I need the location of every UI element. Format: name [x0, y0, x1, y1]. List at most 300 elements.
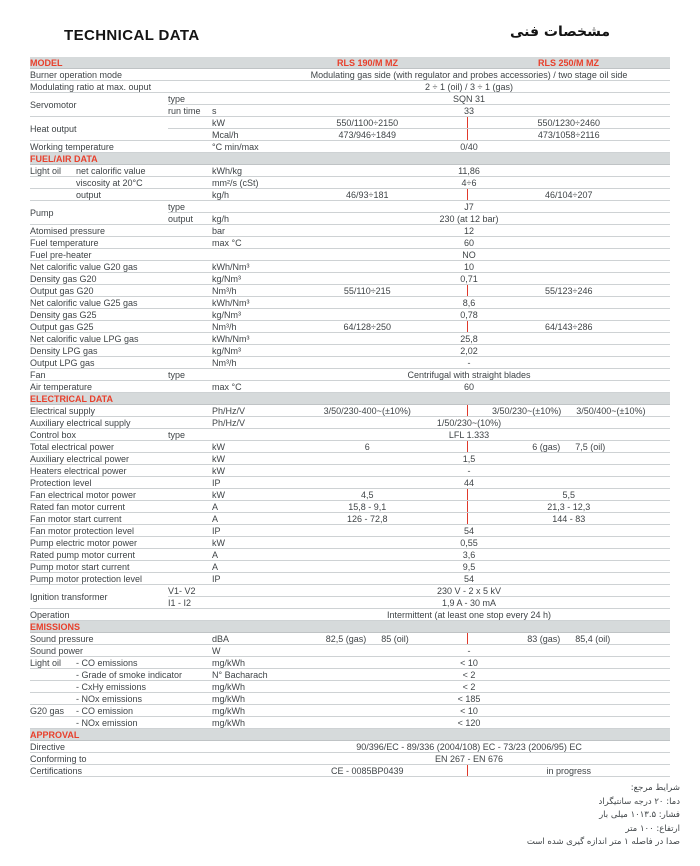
value-shared: Centrifugal with straight blades — [268, 369, 670, 381]
value-shared: 10 — [268, 261, 670, 273]
value-model-a: 82,5 (gas) 85 (oil) — [268, 633, 467, 645]
footer-note-line: فشار: ۱۰۱۳.۵ میلی بار — [599, 810, 680, 820]
row-unit: A — [212, 513, 268, 525]
row-unit — [212, 597, 268, 609]
row-label: Density gas G25 — [30, 309, 168, 321]
value-model-a: 4,5 — [268, 489, 467, 501]
row-subkey — [168, 717, 212, 729]
row-subkey — [168, 165, 212, 177]
row-unit: Nm³/h — [212, 321, 268, 333]
table-row — [30, 669, 670, 681]
row-label: Auxiliary electrical supply — [30, 417, 168, 429]
row-label: Atomised pressure — [30, 225, 168, 237]
value-model-a: CE - 0085BP0439 — [268, 765, 467, 777]
value-model-a: 55/110÷215 — [268, 285, 467, 297]
table-row — [30, 261, 670, 273]
row-label: Fuel temperature — [30, 237, 168, 249]
table-row — [30, 345, 670, 357]
row-subkey — [168, 297, 212, 309]
table-row — [30, 537, 670, 549]
row-sub-label: - CO emission — [76, 705, 134, 716]
row-subkey — [168, 633, 212, 645]
row-label: Pump motor protection level — [30, 573, 168, 585]
row-sub-label: - NOx emission — [76, 717, 138, 728]
row-unit: IP — [212, 573, 268, 585]
table-row — [30, 417, 670, 429]
table-row — [30, 561, 670, 573]
value-shared: 9,5 — [268, 561, 670, 573]
value-shared: 230 V - 2 x 5 kV — [268, 585, 670, 597]
table-row — [30, 633, 670, 645]
row-subkey: type — [168, 201, 212, 213]
value-shared: 1/50/230~(10%) — [268, 417, 670, 429]
table-row — [30, 297, 670, 309]
row-subkey — [168, 381, 212, 393]
row-unit: Ph/Hz/V — [212, 405, 268, 417]
footer-note-line: شرایط مرجع: — [630, 783, 680, 793]
row-label: Rated fan motor current — [30, 501, 168, 513]
table-row — [30, 429, 670, 441]
row-unit: mg/kWh — [212, 657, 268, 669]
row-unit: kWh/kg — [212, 165, 268, 177]
value-model-b: 55/123÷246 — [467, 285, 670, 297]
row-label: Sound power — [30, 645, 168, 657]
value-model-a: 3/50/230-400~(±10%) — [268, 405, 467, 417]
table-row — [30, 465, 670, 477]
value-model-b: 46/104÷207 — [467, 189, 670, 201]
row-label: Output gas G20 — [30, 285, 168, 297]
row-subkey: I1 - I2 — [168, 597, 212, 609]
table-row — [30, 489, 670, 501]
section-header-row — [30, 393, 670, 405]
row-group-label: G20 gas — [30, 705, 65, 716]
row-label: Pump — [30, 201, 168, 225]
row-subkey — [168, 657, 212, 669]
row-unit: Nm³/h — [212, 285, 268, 297]
row-label: Total electrical power — [30, 441, 168, 453]
row-unit: kW — [212, 441, 268, 453]
row-unit: N° Bacharach — [212, 669, 268, 680]
row-label: Density gas G20 — [30, 273, 168, 285]
row-unit: A — [212, 561, 268, 573]
value-shared: 0,55 — [268, 537, 670, 549]
value-shared: 0/40 — [268, 141, 670, 153]
row-unit: kWh/Nm³ — [212, 333, 268, 345]
row-unit: kW — [212, 453, 268, 465]
value-model-a: 473/946÷1849 — [268, 129, 467, 141]
table-row — [30, 189, 670, 201]
model-a-name: RLS 190/M MZ — [268, 57, 467, 69]
row-unit — [212, 81, 268, 93]
table-row — [30, 309, 670, 321]
value-model-b: 64/143÷286 — [467, 321, 670, 333]
row-subkey — [168, 345, 212, 357]
row-label: Working temperature — [30, 141, 168, 153]
row-group-label: Light oil — [30, 657, 62, 668]
table-row — [30, 69, 670, 81]
row-subkey: type — [168, 429, 212, 441]
table-row — [30, 249, 670, 261]
table-row — [30, 177, 670, 189]
table-row — [30, 705, 670, 717]
row-subkey — [168, 525, 212, 537]
value-shared: - — [268, 645, 670, 657]
row-label: Burner operation mode — [30, 69, 168, 81]
value-shared: 54 — [268, 525, 670, 537]
value-shared: < 10 — [268, 657, 670, 669]
value-shared: 4÷6 — [268, 177, 670, 189]
row-label: Heat output — [30, 117, 168, 141]
row-unit: kg/Nm³ — [212, 309, 268, 321]
row-unit: IP — [212, 477, 268, 489]
row-subkey — [168, 249, 212, 261]
footer-note-line: ارتفاع: ۱۰۰ متر — [625, 823, 680, 834]
row-subkey — [168, 573, 212, 585]
value-model-b: 144 - 83 — [467, 513, 670, 525]
row-subkey — [168, 177, 212, 189]
row-unit — [212, 753, 268, 765]
row-subkey — [168, 765, 212, 777]
row-subkey — [168, 741, 212, 753]
value-model-a: 6 — [268, 441, 467, 453]
value-model-a: 126 - 72,8 — [268, 513, 467, 525]
value-shared: 60 — [268, 381, 670, 393]
row-subkey — [168, 417, 212, 429]
row-label: Fan — [30, 369, 168, 381]
table-row — [30, 765, 670, 777]
row-subkey — [168, 129, 212, 141]
value-shared: J7 — [268, 201, 670, 213]
table-row — [30, 573, 670, 585]
row-unit: °C min/max — [212, 141, 268, 153]
table-row — [30, 501, 670, 513]
value-shared: SQN 31 — [268, 93, 670, 105]
row-unit: mg/kWh — [212, 693, 268, 705]
section-header-row — [30, 153, 670, 165]
value-model-a: 550/1100÷2150 — [268, 117, 467, 129]
row-sub-label: - CO emissions — [76, 657, 138, 668]
row-label: Pump electric motor power — [30, 537, 168, 549]
row-subkey — [168, 81, 212, 93]
row-label: Certifications — [30, 765, 168, 777]
row-label — [30, 681, 168, 693]
value-shared: 54 — [268, 573, 670, 585]
row-label — [30, 693, 168, 705]
row-subkey — [168, 693, 212, 705]
row-unit: mm²/s (cSt) — [212, 177, 268, 189]
row-unit: Nm³/h — [212, 357, 268, 369]
section-header-row — [30, 621, 670, 633]
value-shared: 8,6 — [268, 297, 670, 309]
row-label: Auxiliary electrical power — [30, 453, 168, 465]
row-subkey — [168, 537, 212, 549]
row-unit — [212, 69, 268, 81]
row-label — [30, 717, 168, 729]
value-shared: < 2 — [268, 669, 670, 681]
row-unit — [212, 429, 268, 441]
row-label: Directive — [30, 741, 168, 753]
value-shared: LFL 1.333 — [268, 429, 670, 441]
value-shared: 1,9 A - 30 mA — [268, 597, 670, 609]
row-subkey — [168, 309, 212, 321]
row-label: Fan electrical motor power — [30, 489, 168, 501]
footer-note-line: دما: ۲۰ درجه سانتیگراد — [598, 796, 680, 807]
row-unit: max °C — [212, 381, 268, 393]
value-shared: 2,02 — [268, 345, 670, 357]
table-row — [30, 693, 670, 705]
table-row — [30, 741, 670, 753]
row-subkey — [168, 465, 212, 477]
model-header-label: MODEL — [30, 57, 268, 69]
row-subkey: V1- V2 — [168, 585, 212, 597]
row-subkey — [168, 705, 212, 717]
row-group-label: Light oil — [30, 165, 62, 176]
row-subkey — [168, 261, 212, 273]
row-sub-label: - CxHy emissions — [76, 681, 147, 692]
value-shared: Modulating gas side (with regulator and probes accessories) / two stage oil side — [268, 69, 670, 81]
row-unit: Mcal/h — [212, 129, 268, 141]
row-unit: A — [212, 549, 268, 561]
value-shared: 0,71 — [268, 273, 670, 285]
row-unit — [212, 609, 268, 621]
row-label: Output LPG gas — [30, 357, 168, 369]
value-shared: 1,5 — [268, 453, 670, 465]
row-unit: kg/Nm³ — [212, 273, 268, 285]
table-row — [30, 285, 670, 297]
row-unit: Ph/Hz/V — [212, 417, 268, 429]
row-subkey — [168, 237, 212, 249]
value-model-b: 83 (gas) 85,4 (oil) — [467, 633, 670, 645]
reference-conditions-notes — [527, 782, 680, 850]
section-title: ELECTRICAL DATA — [30, 393, 670, 405]
row-subkey: type — [168, 93, 212, 105]
value-shared: 25,8 — [268, 333, 670, 345]
table-row — [30, 717, 670, 729]
row-unit: kg/Nm³ — [212, 345, 268, 357]
row-label — [30, 669, 183, 681]
row-subkey — [168, 549, 212, 561]
row-label: Modulating ratio at max. ouput — [30, 81, 168, 93]
footer-note-line: صدا در فاصله ۱ متر اندازه گیری شده است — [526, 837, 680, 847]
table-row — [30, 369, 670, 381]
table-row — [30, 93, 670, 105]
table-row — [30, 513, 670, 525]
technical-data-table — [30, 57, 670, 777]
value-shared: Intermittent (at least one stop every 24 h) — [268, 609, 670, 621]
section-title: APPROVAL — [30, 729, 670, 741]
table-row — [30, 357, 670, 369]
table-row — [30, 609, 670, 621]
value-shared: 0,78 — [268, 309, 670, 321]
value-shared: EN 267 - EN 676 — [268, 753, 670, 765]
row-label: Protection level — [30, 477, 168, 489]
table-row — [30, 753, 670, 765]
table-row — [30, 273, 670, 285]
section-header-row — [30, 729, 670, 741]
value-model-b: 550/1230÷2460 — [467, 117, 670, 129]
row-unit: mg/kWh — [212, 681, 268, 693]
row-label: Net calorific value G25 gas — [30, 297, 168, 309]
row-label: Output gas G25 — [30, 321, 168, 333]
value-model-b: 5,5 — [467, 489, 670, 501]
table-row — [30, 477, 670, 489]
row-unit — [212, 585, 268, 597]
value-shared: 2 ÷ 1 (oil) / 3 ÷ 1 (gas) — [268, 81, 670, 93]
value-shared: < 185 — [268, 693, 670, 705]
row-unit: bar — [212, 225, 268, 237]
table-row — [30, 333, 670, 345]
table-row — [30, 81, 670, 93]
value-shared: NO — [268, 249, 670, 261]
table-row — [30, 681, 670, 693]
value-model-a: 15,8 - 9,1 — [268, 501, 467, 513]
row-unit: kW — [212, 537, 268, 549]
row-unit — [212, 369, 268, 381]
row-sub-label: viscosity at 20°C — [76, 177, 143, 188]
row-unit: A — [212, 501, 268, 513]
value-shared: 33 — [268, 105, 670, 117]
row-subkey — [168, 609, 212, 621]
row-subkey — [168, 513, 212, 525]
row-subkey — [168, 333, 212, 345]
value-shared: 11,86 — [268, 165, 670, 177]
row-label — [30, 657, 168, 669]
row-subkey — [168, 405, 212, 417]
value-shared: 230 (at 12 bar) — [268, 213, 670, 225]
section-title: FUEL/AIR DATA — [30, 153, 670, 165]
row-subkey — [168, 225, 212, 237]
row-unit: kWh/Nm³ — [212, 261, 268, 273]
row-label: Servomotor — [30, 93, 168, 117]
row-unit — [212, 93, 268, 105]
table-row — [30, 201, 670, 213]
row-subkey — [168, 321, 212, 333]
table-row — [30, 165, 670, 177]
row-label: Sound pressure — [30, 633, 168, 645]
page-title-farsi: مشخصات فنی — [509, 24, 610, 40]
row-unit: kg/h — [212, 189, 268, 201]
row-unit — [212, 741, 268, 753]
page-title-english: TECHNICAL DATA — [64, 27, 200, 44]
table-row — [30, 441, 670, 453]
row-unit: IP — [212, 525, 268, 537]
row-label — [30, 177, 168, 189]
table-row — [30, 657, 670, 669]
row-subkey — [168, 681, 212, 693]
value-shared: - — [268, 357, 670, 369]
row-subkey — [168, 357, 212, 369]
table-row — [30, 453, 670, 465]
row-label: Fan motor start current — [30, 513, 168, 525]
value-model-b: 6 (gas) 7,5 (oil) — [467, 441, 670, 453]
row-label: Electrical supply — [30, 405, 168, 417]
value-model-a: 64/128÷250 — [268, 321, 467, 333]
value-shared: 90/396/EC - 89/336 (2004/108) EC - 73/23 (2006/95) EC — [268, 741, 670, 753]
row-label — [30, 705, 168, 717]
row-subkey — [168, 441, 212, 453]
row-unit: dBA — [212, 633, 268, 645]
row-unit: W — [212, 645, 268, 657]
row-label: Air temperature — [30, 381, 168, 393]
value-shared: 3,6 — [268, 549, 670, 561]
row-subkey — [168, 285, 212, 297]
row-label: Operation — [30, 609, 168, 621]
table-row — [30, 405, 670, 417]
table-row — [30, 525, 670, 537]
row-subkey — [168, 273, 212, 285]
row-label: Net calorific value G20 gas — [30, 261, 168, 273]
value-shared: 44 — [268, 477, 670, 489]
table-row — [30, 585, 670, 597]
row-label: Pump motor start current — [30, 561, 168, 573]
row-label: Conforming to — [30, 753, 168, 765]
model-header-row — [30, 57, 670, 69]
row-unit: kWh/Nm³ — [212, 297, 268, 309]
row-subkey — [168, 141, 212, 153]
value-shared: < 2 — [268, 681, 670, 693]
row-subkey — [168, 189, 212, 201]
row-subkey — [168, 453, 212, 465]
table-row — [30, 141, 670, 153]
table-row — [30, 321, 670, 333]
value-shared: 60 — [268, 237, 670, 249]
row-subkey: type — [168, 369, 212, 381]
row-label: Rated pump motor current — [30, 549, 168, 561]
model-b-name: RLS 250/M MZ — [467, 57, 670, 69]
row-subkey — [168, 117, 212, 129]
row-subkey — [168, 69, 212, 81]
row-unit: s — [212, 105, 268, 117]
row-unit: mg/kWh — [212, 705, 268, 717]
row-label: Net calorific value LPG gas — [30, 333, 168, 345]
row-label: Control box — [30, 429, 168, 441]
row-unit: kg/h — [212, 213, 268, 225]
table-row — [30, 381, 670, 393]
row-unit — [212, 201, 268, 213]
row-unit: kW — [212, 489, 268, 501]
value-shared: - — [268, 465, 670, 477]
row-label: Fan motor protection level — [30, 525, 168, 537]
table-row — [30, 645, 670, 657]
row-subkey: output — [168, 213, 212, 225]
row-unit: kW — [212, 117, 268, 129]
value-shared: 12 — [268, 225, 670, 237]
row-sub-label: net calorific value — [76, 165, 146, 176]
row-subkey — [168, 561, 212, 573]
value-model-b: 473/1058÷2116 — [467, 129, 670, 141]
row-unit: kW — [212, 465, 268, 477]
row-label: Density LPG gas — [30, 345, 168, 357]
table-row — [30, 225, 670, 237]
row-label: Heaters electrical power — [30, 465, 168, 477]
row-unit: max °C — [212, 237, 268, 249]
value-model-b: 21,3 - 12,3 — [467, 501, 670, 513]
row-subkey — [168, 477, 212, 489]
row-unit — [212, 249, 268, 261]
row-subkey — [168, 489, 212, 501]
table-row — [30, 237, 670, 249]
row-subkey — [168, 645, 212, 657]
row-sub-label: - NOx emissions — [76, 693, 143, 704]
row-unit: mg/kWh — [212, 717, 268, 729]
row-unit — [212, 765, 268, 777]
row-subkey — [168, 501, 212, 513]
table-row — [30, 117, 670, 129]
table-row — [30, 549, 670, 561]
row-sub-label: output — [76, 189, 102, 200]
value-shared: < 10 — [268, 705, 670, 717]
value-model-a: 46/93÷181 — [268, 189, 467, 201]
